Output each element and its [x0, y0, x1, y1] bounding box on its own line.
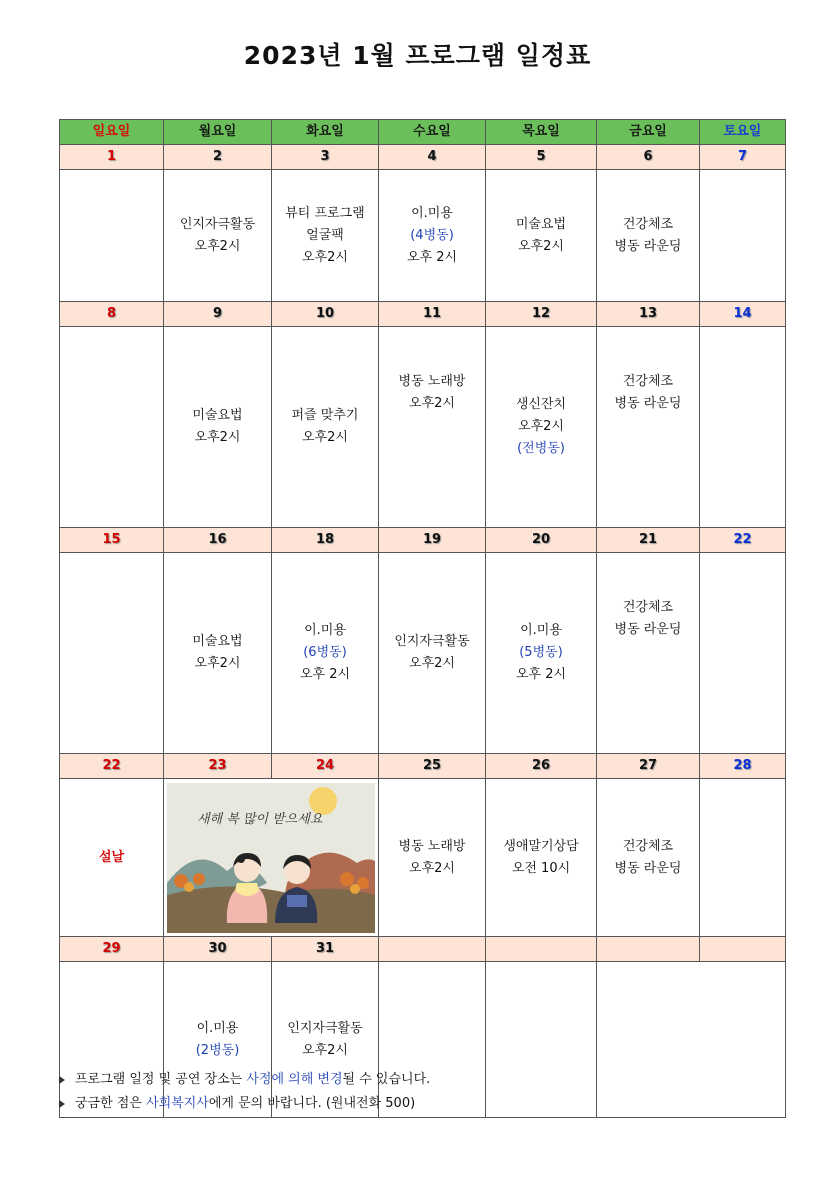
event-title: 건강체조 [622, 600, 674, 615]
date-cell: 5 [486, 145, 597, 170]
event-title: 미술요법 [515, 216, 567, 232]
event-cell [597, 553, 700, 754]
event-cell [597, 779, 700, 937]
event-cell [486, 962, 597, 1118]
event-cell [164, 170, 272, 302]
date-cell: 12 [486, 302, 597, 327]
event-title: 이.미용 [304, 623, 346, 638]
event-cell [486, 327, 597, 528]
event-cell [597, 170, 700, 302]
event-time: 오후 2시 [515, 667, 567, 682]
event-cell [379, 170, 486, 302]
date-cell: 21 [597, 528, 700, 553]
event-time: 오후2시 [302, 1042, 348, 1058]
event-cell [272, 553, 379, 754]
date-cell: 13 [597, 302, 700, 327]
date-cell: 10 [272, 302, 379, 327]
event-title: 건강체조 [622, 216, 674, 232]
greeting-text: 새해 복 많이 받으세요 [197, 811, 323, 827]
event-time: 오후2시 [518, 419, 564, 434]
event-title: 인지자극활동 [179, 216, 256, 232]
event-title: 이.미용 [196, 1020, 239, 1036]
date-row [60, 145, 786, 170]
event-time: 오후2시 [409, 396, 455, 411]
event-row [60, 553, 786, 754]
weekday-thursday: 목요일 [486, 120, 597, 145]
date-cell: 28 [700, 754, 786, 779]
event-cell [700, 553, 786, 754]
date-row [60, 754, 786, 779]
event-cell [700, 327, 786, 528]
date-cell: 6 [597, 145, 700, 170]
event-cell [164, 327, 272, 528]
event-cell [164, 553, 272, 754]
triangle-bullet-icon [59, 1076, 65, 1084]
event-time: 오후2시 [302, 430, 348, 445]
weekday-wednesday: 수요일 [379, 120, 486, 145]
event-ward: (2병동) [195, 1042, 240, 1058]
date-cell: 23 [164, 754, 272, 779]
date-cell [597, 937, 700, 962]
footnotes [59, 1068, 430, 1116]
event-cell [379, 553, 486, 754]
event-cell [486, 553, 597, 754]
event-cell [272, 170, 379, 302]
event-title: 미술요법 [192, 634, 243, 649]
date-cell [700, 937, 786, 962]
date-cell: 16 [164, 528, 272, 553]
date-cell: 26 [486, 754, 597, 779]
event-title: 미술요법 [192, 408, 243, 423]
date-cell: 30 [164, 937, 272, 962]
event-time: 오후 2시 [299, 667, 351, 682]
footnote-text: 프로그램 일정 및 공연 장소는 [75, 1072, 247, 1087]
date-cell: 31 [272, 937, 379, 962]
date-row [60, 528, 786, 553]
event-location: 병동 라운딩 [614, 622, 682, 637]
event-cell [60, 327, 164, 528]
date-cell: 4 [379, 145, 486, 170]
event-cell [597, 962, 786, 1118]
date-cell: 18 [272, 528, 379, 553]
event-cell [700, 779, 786, 937]
weekday-sunday: 일요일 [60, 120, 164, 145]
event-title: 이.미용 [411, 205, 453, 221]
new-year-greeting-illustration [167, 783, 375, 933]
date-cell: 27 [597, 754, 700, 779]
event-cell [272, 327, 379, 528]
event-cell [60, 779, 164, 937]
event-time: 오후2시 [409, 860, 455, 876]
schedule-calendar [59, 119, 786, 1118]
weekday-friday: 금요일 [597, 120, 700, 145]
footnote-text: 에게 문의 바랍니다. (원내전화 500) [208, 1096, 416, 1111]
event-cell [597, 327, 700, 528]
event-location: 병동 라운딩 [614, 238, 682, 254]
event-time: 오후2시 [194, 430, 241, 445]
event-cell [700, 170, 786, 302]
page-title: 2023년 1월 프로그램 일정표 [243, 41, 592, 70]
date-cell: 9 [164, 302, 272, 327]
event-cell [486, 170, 597, 302]
new-year-illustration-cell [164, 779, 379, 937]
event-time: 오후2시 [194, 656, 241, 671]
date-cell [379, 937, 486, 962]
holiday-label: 설날 [98, 849, 125, 865]
date-cell: 19 [379, 528, 486, 553]
event-location: 병동 라운딩 [614, 860, 682, 876]
date-cell [486, 937, 597, 962]
event-title: 이.미용 [520, 623, 562, 638]
date-cell: 22 [60, 754, 164, 779]
event-cell [60, 170, 164, 302]
event-cell [379, 327, 486, 528]
event-title: 뷰티 프로그램 [285, 205, 365, 221]
event-row [60, 327, 786, 528]
footnote-item [59, 1092, 430, 1116]
date-row [60, 937, 786, 962]
weekday-header-row [60, 120, 786, 145]
footnote-item [59, 1068, 430, 1092]
event-cell [60, 553, 164, 754]
event-time: 오후2시 [302, 249, 348, 265]
date-cell: 2 [164, 145, 272, 170]
event-subtitle: 얼굴팩 [306, 227, 344, 243]
date-cell: 24 [272, 754, 379, 779]
event-ward: (전병동) [517, 441, 565, 456]
date-cell: 29 [60, 937, 164, 962]
weekday-saturday: 토요일 [700, 120, 786, 145]
event-title: 병동 노래방 [398, 374, 466, 389]
event-time: 오후 2시 [406, 249, 458, 265]
weekday-tuesday: 화요일 [272, 120, 379, 145]
event-title: 건강체조 [622, 838, 674, 854]
date-cell: 22 [700, 528, 786, 553]
event-time: 오전 10시 [511, 860, 571, 876]
event-time: 오후2시 [194, 238, 241, 254]
date-cell: 20 [486, 528, 597, 553]
triangle-bullet-icon [59, 1100, 65, 1108]
event-title: 건강체조 [622, 374, 674, 389]
footnote-highlight: 사정에 의해 변경 [246, 1072, 343, 1087]
event-title: 생신잔치 [515, 397, 567, 412]
event-cell [379, 779, 486, 937]
event-ward: (4병동) [410, 227, 454, 243]
event-title: 생애말기상담 [503, 838, 579, 854]
footnote-text: 궁금한 점은 [75, 1096, 147, 1111]
date-cell: 11 [379, 302, 486, 327]
event-row [60, 170, 786, 302]
event-ward: (5병동) [519, 645, 563, 660]
event-title: 인지자극활동 [394, 634, 470, 649]
event-title: 인지자극활동 [287, 1020, 363, 1036]
date-row [60, 302, 786, 327]
event-title: 병동 노래방 [398, 838, 466, 854]
date-cell: 15 [60, 528, 164, 553]
date-cell: 8 [60, 302, 164, 327]
date-cell: 3 [272, 145, 379, 170]
event-row [60, 779, 786, 937]
event-cell [486, 779, 597, 937]
event-location: 병동 라운딩 [614, 396, 682, 411]
date-cell: 1 [60, 145, 164, 170]
footnote-highlight: 사회복지사 [146, 1096, 209, 1111]
event-ward: (6병동) [303, 645, 347, 660]
weekday-monday: 월요일 [164, 120, 272, 145]
event-time: 오후2시 [409, 656, 455, 671]
date-cell: 14 [700, 302, 786, 327]
event-title: 퍼즐 맞추기 [291, 408, 359, 423]
footnote-text: 될 수 있습니다. [342, 1072, 431, 1087]
date-cell: 7 [700, 145, 786, 170]
date-cell: 25 [379, 754, 486, 779]
event-time: 오후2시 [518, 238, 564, 254]
